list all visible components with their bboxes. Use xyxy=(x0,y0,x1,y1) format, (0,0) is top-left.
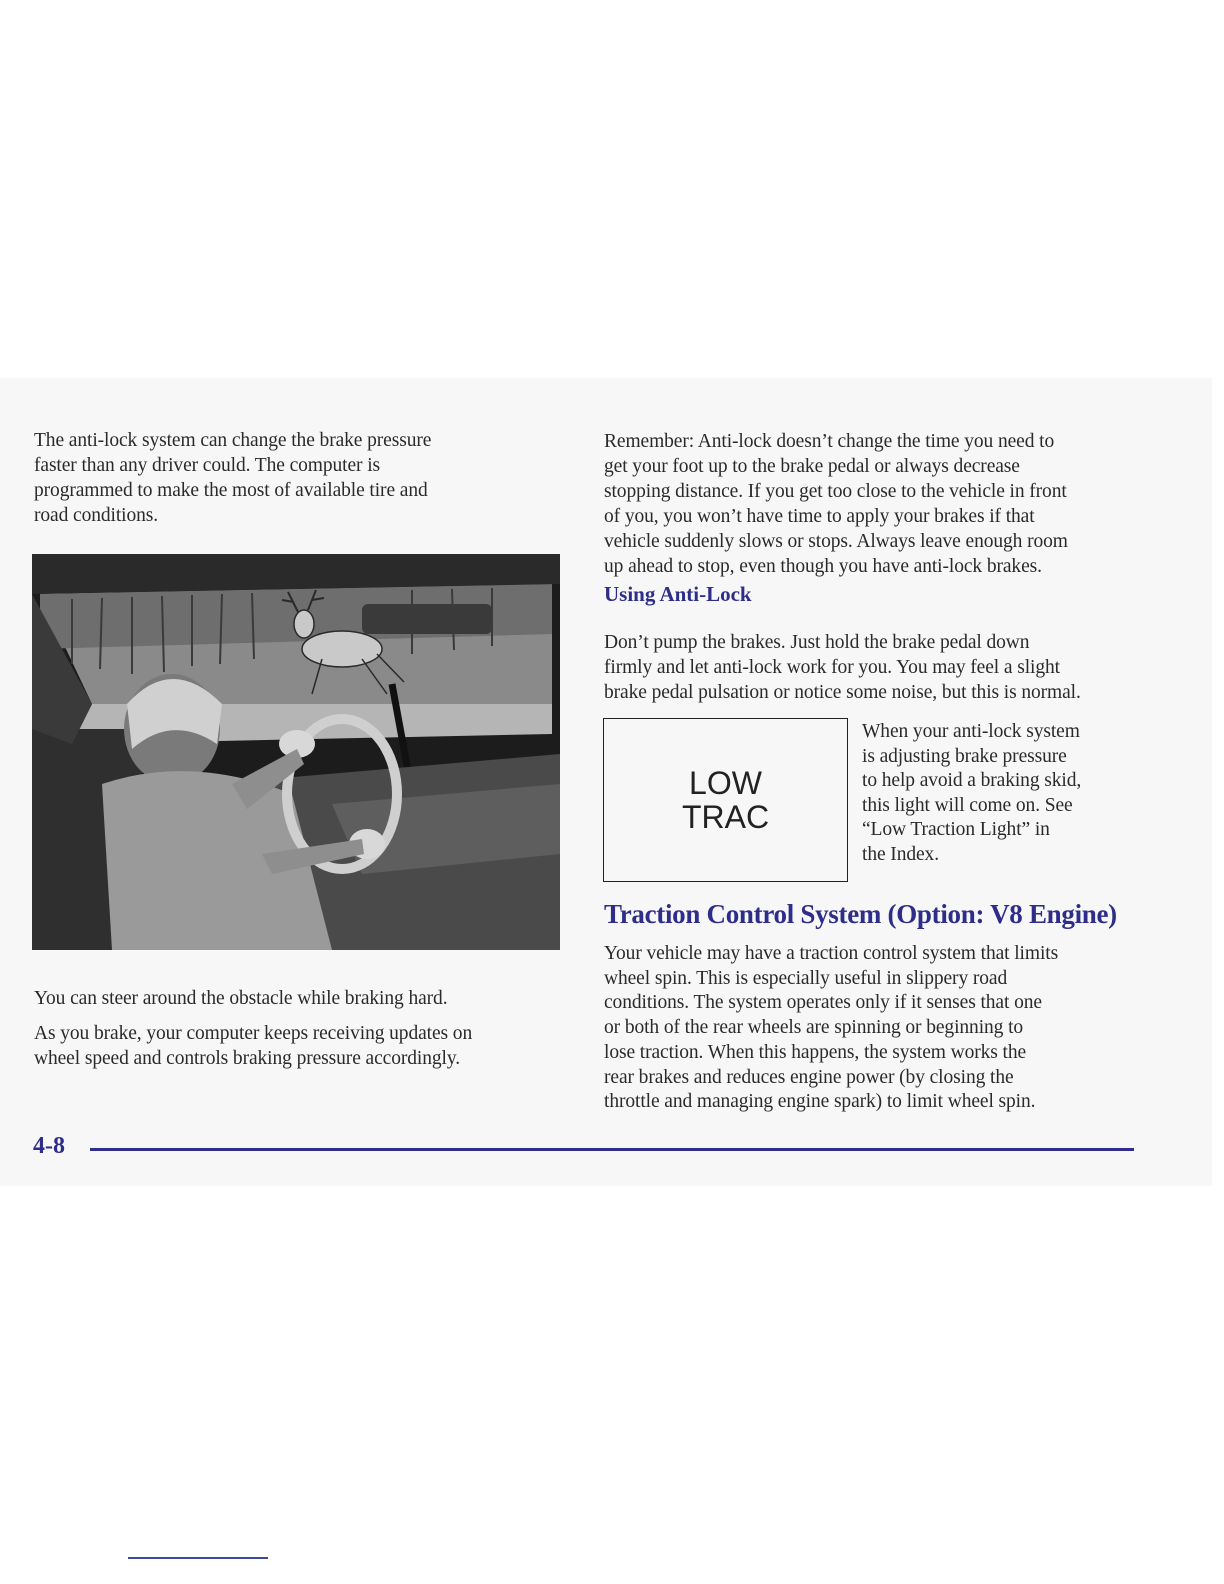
bottom-mark xyxy=(128,1557,268,1559)
intro-paragraph: The anti-lock system can change the brake pressure faster than any driver could. The computer is programmed to make the most of available tire and road conditions. xyxy=(34,430,432,526)
remember-paragraph: Remember: Anti-lock doesn’t change the time you need to get your foot up to the brake pedal or always decrease stopping distance. If you get too close to the vehicle in front of you, you won’t have time to apply your brakes if that vehicle suddenly slows or stops. Always leave enough room up ahead to stop, even though you have anti-lock brakes. xyxy=(604,431,1068,577)
indicator-line-trac: TRAC xyxy=(681,799,770,835)
using-anti-lock-heading: Using Anti-Lock xyxy=(604,582,752,606)
traction-control-heading: Traction Control System (Option: V8 Engine) xyxy=(604,899,1117,929)
low-trac-indicator xyxy=(603,718,848,882)
indicator-line-low: LOW xyxy=(689,765,762,801)
traction-paragraph: Your vehicle may have a traction control system that limits wheel spin. This is especially useful in slippery road conditions. The system operates only if it senses that one or both of the rear wheels are spinning or beginning to lose traction. When this happens, the system works the rear brakes and reduces engine power (by closing the throttle and managing engine spark) to limit wheel spin. xyxy=(604,943,1059,1113)
steer-caption: You can steer around the obstacle while braking hard. xyxy=(34,988,448,1009)
pump-paragraph: Don’t pump the brakes. Just hold the brake pedal down firmly and let anti-lock work for you. You may feel a slight brake pedal pulsation or notice some noise, but this is normal. xyxy=(604,632,1081,703)
indicator-note: When your anti-lock system is adjusting brake pressure to help avoid a braking skid, this light will come on. See “Low Traction Light” in the Index. xyxy=(862,721,1082,865)
brake-paragraph: As you brake, your computer keeps receiving updates on wheel speed and controls braking pressure accordingly. xyxy=(34,1023,473,1069)
driver-deer-illustration xyxy=(32,554,560,950)
page-number: 4-8 xyxy=(33,1133,65,1159)
footer-rule xyxy=(90,1148,1134,1151)
illustration-graphic xyxy=(32,554,560,950)
